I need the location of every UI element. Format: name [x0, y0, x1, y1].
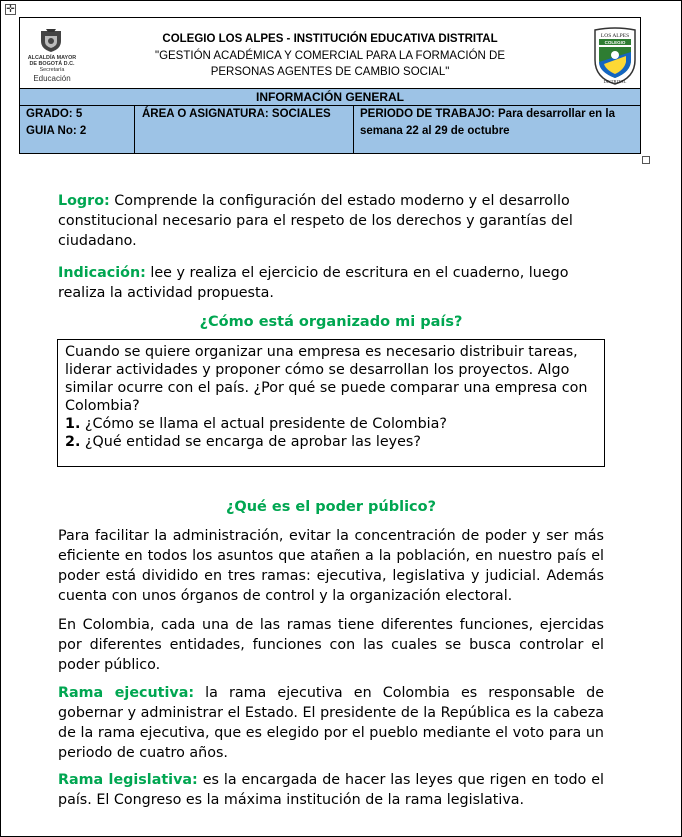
section-heading-organizacion: ¿Cómo está organizado mi país? [199, 314, 463, 330]
question-box [57, 339, 605, 467]
bogota-logo-line4: Educación [33, 74, 71, 83]
table-resize-handle-icon[interactable] [642, 156, 650, 164]
indicacion-text: lee y realiza el ejercicio de escritura en el cuaderno, luego realiza la actividad propuesta. [58, 265, 569, 301]
bogota-logo-line3: Secretaría [39, 67, 65, 73]
periodo-line2: semana 22 al 29 de octubre [360, 125, 510, 137]
info-cells-row [20, 106, 640, 153]
area-cell [134, 106, 353, 153]
question-1 [65, 415, 597, 433]
svg-text:DISTRITAL: DISTRITAL [603, 79, 627, 84]
indicacion-paragraph [58, 263, 606, 303]
question-2-text: ¿Qué entidad se encarga de aprobar las leyes? [80, 434, 421, 450]
colegio-los-alpes-shield-logo [592, 26, 638, 86]
school-subtitle-line2: PERSONAS AGENTES DE CAMBIO SOCIAL" [210, 66, 450, 78]
header-top-row [20, 18, 640, 88]
question-intro: Cuando se quiere organizar una empresa es necesario distribuir tareas, liderar actividades y proponer cómo se desarrollan los proyectos. Algo similar ocurre con el país. ¿Por qué se puede comparar una empresa con Colombia? [65, 344, 588, 414]
paragraph-rama-legislativa [58, 770, 604, 810]
bogota-logo-line1: ALCALDÍA MAYOR DE BOGOTÁ D.C. [27, 55, 77, 67]
indicacion-label: Indicación: [58, 265, 146, 281]
periodo-cell [353, 106, 640, 153]
question-box-content [65, 343, 597, 451]
info-general-bar: INFORMACIÓN GENERAL [20, 88, 640, 106]
svg-text:LOS ALPES: LOS ALPES [600, 33, 630, 39]
table-move-handle-icon[interactable]: ✛ [6, 4, 15, 15]
grado-label: GRADO: 5 [26, 108, 83, 120]
header-table [19, 17, 641, 154]
periodo-line1: PERIODO DE TRABAJO: Para desarrollar en la [360, 108, 615, 120]
question-2-number: 2. [65, 434, 81, 450]
logro-label: Logro: [58, 193, 110, 209]
school-subtitle [150, 48, 510, 80]
school-subtitle-line1: "GESTIÓN ACADÉMICA Y COMERCIAL PARA LA FORMACIÓN DE [154, 50, 505, 62]
paragraph-rama-ejecutiva [58, 683, 604, 763]
rama-legislativa-text: es la encargada de hacer las leyes que rigen en todo el país. El Congreso es la máxima institución de la rama legislativa. [58, 772, 604, 808]
logro-text: Comprende la configuración del estado moderno y el desarrollo constitucional necesario para el respeto de los derechos y garantías del ciudadano. [58, 193, 573, 249]
question-2 [65, 433, 597, 451]
section-heading-poder-publico: ¿Qué es el poder público? [225, 499, 437, 515]
logro-paragraph [58, 191, 606, 251]
rama-legislativa-label: Rama legislativa: [58, 772, 198, 788]
svg-text:COLEGIO: COLEGIO [604, 40, 626, 45]
rama-ejecutiva-text: la rama ejecutiva en Colombia es responsable de gobernar y administrar el Estado. El presidente de la República es la cabeza de la rama ejecutiva, que es elegido por el pueblo mediante el voto para un periodo de cuatro años. [58, 685, 605, 761]
paragraph-poder-publico: Para facilitar la administración, evitar la concentración de poder y ser más eficiente en todos los asuntos que atañen a la población, en nuestro país el poder está dividido en tres ramas: ejecutiva, legislativa y judicial. Además cuenta con unos órganos de control y la organización electoral. [58, 528, 604, 604]
question-1-text: ¿Cómo se llama el actual presidente de Colombia? [80, 416, 447, 432]
school-title: COLEGIO LOS ALPES - INSTITUCIÓN EDUCATIVA DISTRITAL [162, 33, 498, 45]
area-label: ÁREA O ASIGNATURA: SOCIALES [142, 108, 331, 120]
question-1-number: 1. [65, 416, 81, 432]
paragraph-colombia-ramas: En Colombia, cada una de las ramas tiene diferentes funciones, ejercidas por diferentes entidades, funciones con las cuales se busca controlar el poder público. [58, 617, 604, 673]
rama-ejecutiva-label: Rama ejecutiva: [58, 685, 195, 701]
guia-label: GUIA No: 2 [26, 125, 87, 137]
grado-cell [20, 106, 134, 153]
